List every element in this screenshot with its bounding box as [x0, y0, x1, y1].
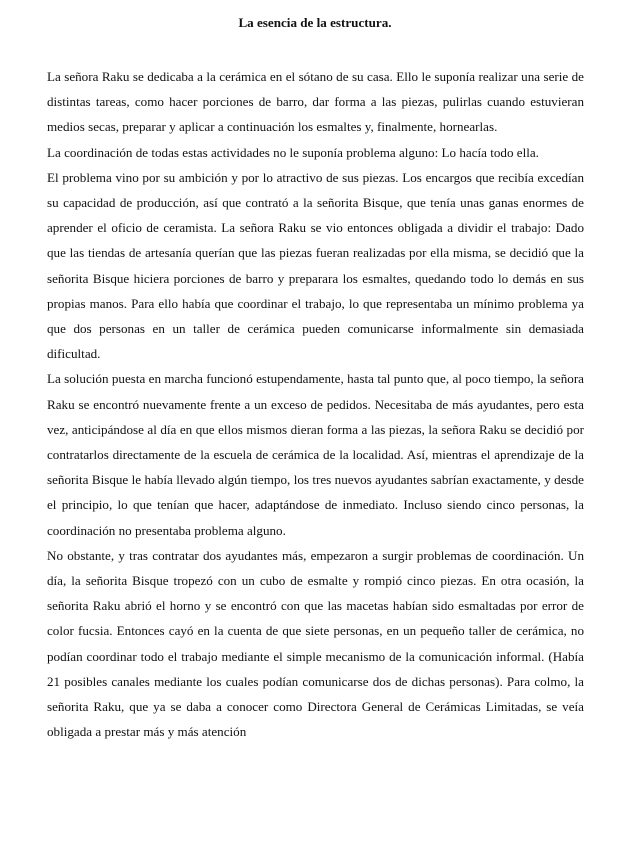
paragraph-1: La señora Raku se dedicaba a la cerámica en el sótano de su casa. Ello le suponía realizar una serie de distintas tareas, como hacer porciones de barro, dar forma a las piezas, pulirlas cuando estuvieran medios secas, preparar y aplicar a continuación los esmaltes y, finalmente, hornearlas. — [47, 69, 584, 135]
document-body — [47, 64, 584, 744]
paragraph-3: El problema vino por su ambición y por lo atractivo de sus piezas. Los encargos que recibía excedían su capacidad de producción, así que contrató a la señorita Bisque, que tenía unas ganas enormes de aprender el oficio de ceramista. La señora Raku se vio entonces obligada a dividir el trabajo: Dado que las tiendas de artesanía querían que las piezas fueran realizadas por ella misma, se decidió que la señorita Bisque hiciera porciones de barro y preparara los esmaltes, quedando todo lo demás en sus propias manos. Para ello había que coordinar el trabajo, lo que representaba un mínimo problema ya que dos personas en un taller de cerámica pueden comunicarse informalmente sin demasiada dificultad. — [47, 169, 584, 362]
paragraph-2: La coordinación de todas estas actividades no le suponía problema alguno: Lo hacía todo ella. — [47, 144, 539, 160]
paragraph-5: No obstante, y tras contratar dos ayudantes más, empezaron a surgir problemas de coordinación. Un día, la señorita Bisque tropezó con un cubo de esmalte y rompió cinco piezas. En otra ocasión, la señorita Raku abrió el horno y se encontró con que las macetas habían sido esmaltadas por error de color fucsia. Entonces cayó en la cuenta de que siete personas, en un pequeño taller de cerámica, no podían coordinar todo el trabajo mediante el simple mecanismo de la comunicación informal. (Había 21 posibles canales mediante los cuales podían comunicarse dos de dichas personas). Para colmo, la señorita Raku, que ya se daba a conocer como Directora General de Cerámicas Limitadas, se veía obligada a prestar más y más atención — [47, 547, 584, 740]
document-title: La esencia de la estructura. — [238, 15, 392, 30]
paragraph-4: La solución puesta en marcha funcionó estupendamente, hasta tal punto que, al poco tiempo, la señora Raku se encontró nuevamente frente a un exceso de pedidos. Necesitaba de más ayudantes, pero esta vez, anticipándose al día en que ellos mismos dieran forma a las piezas, la señora Raku se decidió por contratarlos directamente de la escuela de cerámica de la localidad. Así, mientras el aprendizaje de la señorita Bisque le había llevado algún tiempo, los tres nuevos ayudantes sabrían exactamente, y desde el principio, lo que tenían que hacer, adaptándose de inmediato. Incluso siendo cinco personas, la coordinación no presentaba problema alguno. — [47, 371, 584, 538]
